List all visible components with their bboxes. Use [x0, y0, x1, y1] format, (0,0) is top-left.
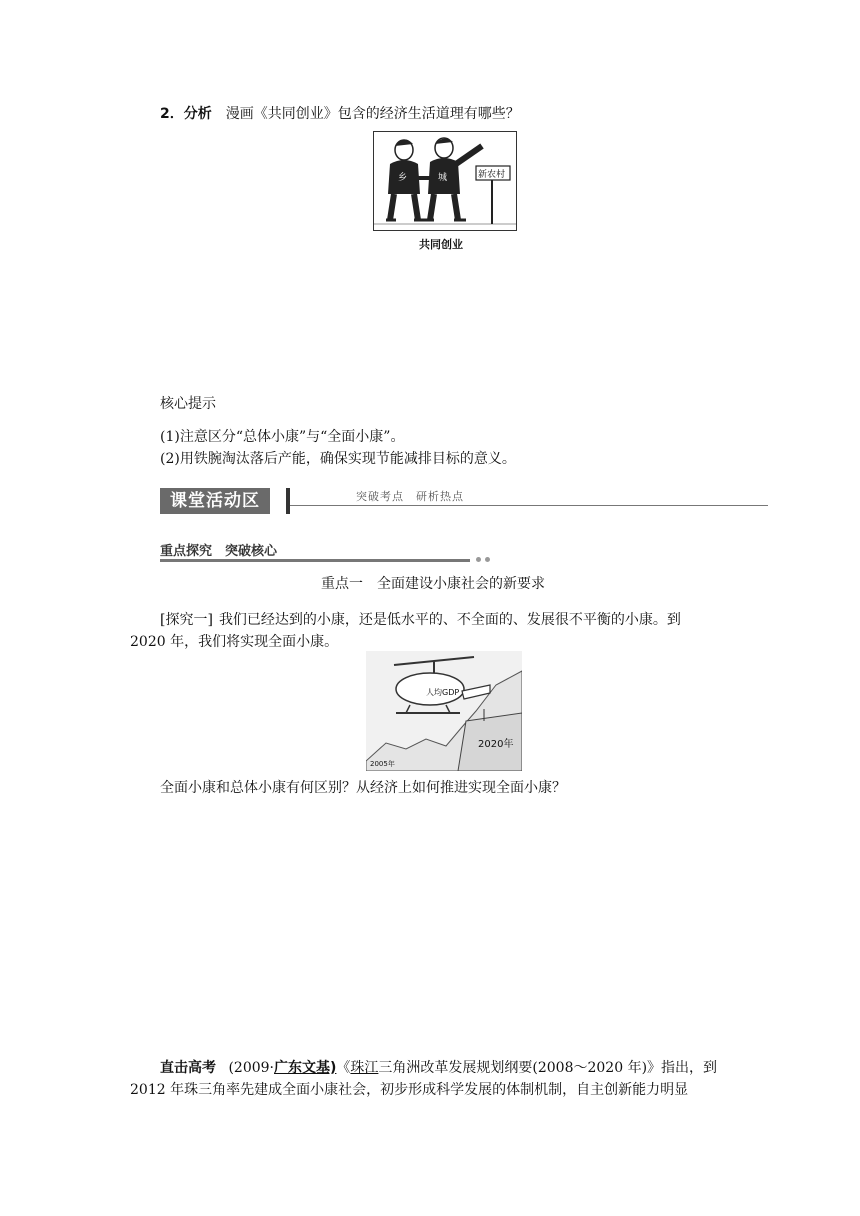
sub-banner-title: 重点探究 突破核心 — [160, 544, 278, 559]
gaokao-line-1 — [160, 1058, 717, 1078]
cartoon-helicopter — [366, 651, 522, 771]
inquiry-text-line-1: 我们已经达到的小康，还是低水平的、不全面的、发展很不平衡的小康。到 — [218, 612, 681, 628]
gaokao-line-2: 2012 年珠三角率先建成全面小康社会，初步形成科学发展的体制机制，自主创新能力明显 — [130, 1082, 689, 1098]
sub-banner — [160, 540, 490, 562]
question-2 — [160, 104, 520, 124]
gaokao-doc-name: 珠江 — [350, 1060, 379, 1076]
helicopter-drawing — [366, 651, 522, 771]
year-2005-label: 2005年 — [370, 760, 395, 768]
banner-rule — [290, 505, 768, 506]
sign-text: 新农村 — [478, 170, 506, 180]
banner-title: 课堂活动区 — [160, 488, 270, 514]
gaokao-label: 直击高考 — [160, 1060, 216, 1076]
core-tip-2: (2)用铁腕淘汰落后产能，确保实现节能减排目标的意义。 — [160, 451, 516, 467]
inquiry-1-line-1 — [160, 610, 681, 630]
question-text: 漫画《共同创业》包含的经济生活道理有哪些？ — [225, 106, 520, 122]
banner-subtitle: 突破考点 研析热点 — [356, 490, 464, 503]
inquiry-label: [探究一] — [160, 612, 213, 628]
gaokao-source-name: 广东文基) — [274, 1060, 337, 1076]
section-title: 重点一 全面建设小康社会的新要求 — [321, 576, 545, 592]
cartoon-gongtong-chuangye — [373, 131, 517, 231]
core-tips-heading: 核心提示 — [160, 396, 216, 412]
sub-banner-dot — [476, 557, 481, 562]
gaokao-source-pre: (2009· — [228, 1060, 274, 1076]
cartoon-caption: 共同创业 — [419, 238, 463, 251]
sub-banner-dot — [485, 557, 490, 562]
year-2020-label: 2020年 — [478, 739, 514, 750]
inquiry-1-line-2: 2020 年，我们将实现全面小康。 — [130, 634, 339, 650]
sub-banner-rule — [160, 559, 470, 562]
gdp-label: 人均GDP — [426, 688, 460, 697]
section-banner — [160, 488, 768, 518]
right-figure-label: 城 — [438, 173, 448, 183]
left-figure-label: 乡 — [398, 173, 408, 183]
gaokao-doc-open: 《 — [336, 1060, 351, 1076]
question-number: 2． — [160, 106, 184, 122]
gaokao-doc-rest: 三角洲改革发展规划纲要(2008～2020 年)》指出，到 — [378, 1060, 718, 1076]
question-text: 全面小康和总体小康有何区别？从经济上如何推进实现全面小康？ — [160, 780, 566, 796]
core-tip-1: (1)注意区分“总体小康”与“全面小康”。 — [160, 429, 405, 445]
question-label: 分析 — [183, 106, 212, 122]
banner-divider — [286, 488, 290, 514]
